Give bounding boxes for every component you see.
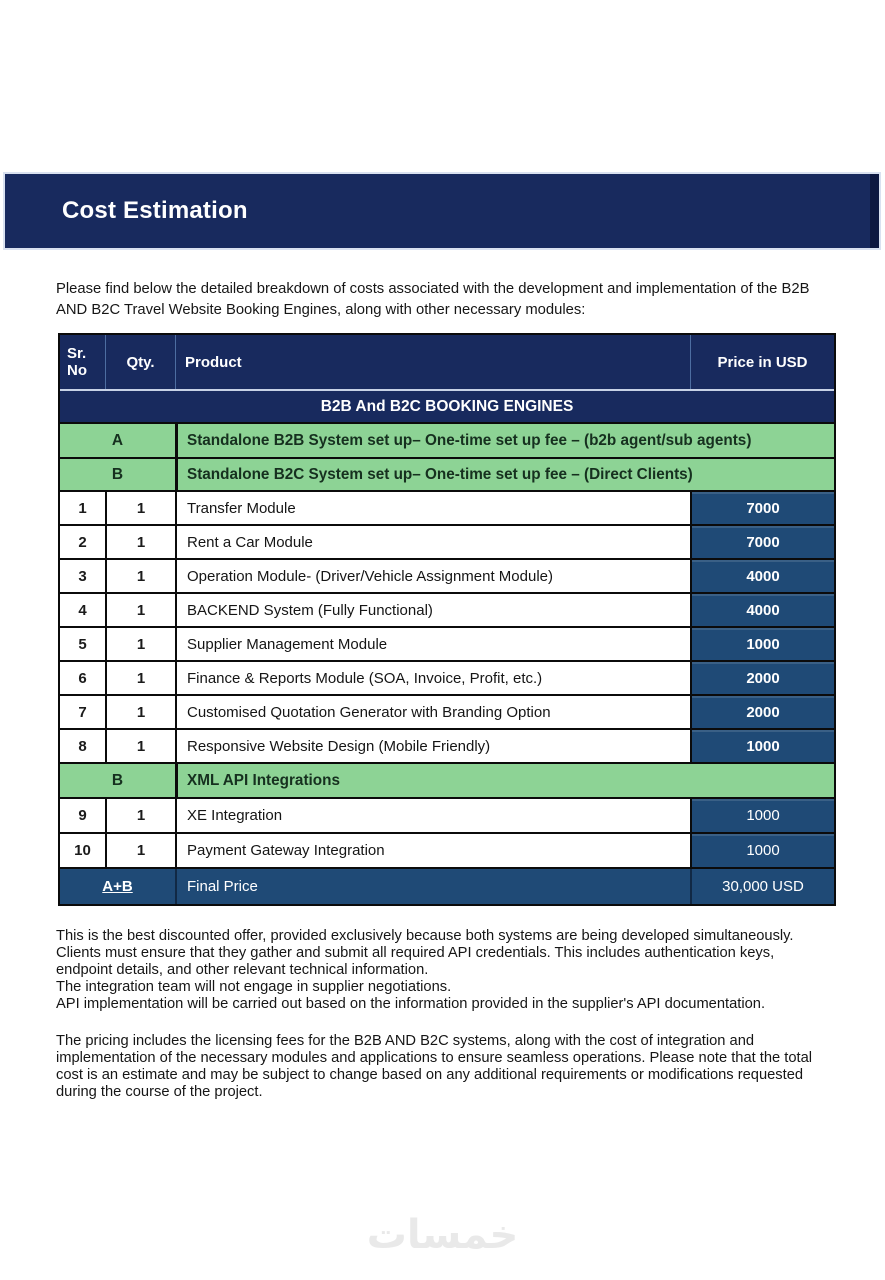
header-product: Product (175, 335, 690, 389)
header-qty: Qty. (105, 335, 175, 389)
group-text: Standalone B2C System set up– One-time set up fee – (Direct Clients) (175, 459, 834, 490)
group-text: Standalone B2B System set up– One-time set up fee – (b2b agent/sub agents) (175, 424, 834, 457)
qty-cell: 1 (105, 834, 175, 867)
price-cell: 2000 (690, 662, 834, 694)
sr-cell: 6 (78, 669, 87, 687)
sr-cell: 7 (78, 703, 87, 721)
note2-line-2: implementation of the necessary modules and applications to ensure seamless operations. Please note that the total (56, 1050, 813, 1066)
note2-line-3: cost is an estimate and may be subject to change based on any additional requirements or modifications requested (56, 1067, 804, 1083)
qty-cell: 1 (105, 799, 175, 832)
sr-cell: 3 (78, 567, 87, 585)
qty-cell: 1 (105, 560, 175, 592)
table-row (60, 797, 834, 832)
table-row (60, 694, 834, 728)
group-label: B (111, 771, 124, 789)
product-cell: Rent a Car Module (175, 526, 690, 558)
note2-line-1: The pricing includes the licensing fees for the B2B AND B2C systems, along with the cost of integration and (56, 1033, 755, 1049)
group-label: A (111, 431, 124, 449)
note-paragraph-1 (56, 928, 856, 1013)
sr-cell: 5 (78, 635, 87, 653)
product-cell: Responsive Website Design (Mobile Friendly) (175, 730, 690, 762)
header-sr-line1: Sr. (67, 345, 87, 362)
product-cell: Transfer Module (175, 492, 690, 524)
khamsat-watermark: خمسات (366, 1212, 519, 1258)
qty-cell: 1 (105, 526, 175, 558)
price-cell: 4000 (690, 594, 834, 626)
final-product-cell: Final Price (175, 869, 690, 904)
intro-line-1: Please find below the detailed breakdown of costs associated with the development and implementation of the B2B (56, 281, 810, 297)
header-price: Price in USD (690, 335, 834, 389)
title-bar (3, 172, 881, 250)
intro-paragraph (56, 279, 846, 320)
qty-cell: 1 (105, 492, 175, 524)
price-cell: 4000 (690, 560, 834, 592)
product-cell: Finance & Reports Module (SOA, Invoice, Profit, etc.) (175, 662, 690, 694)
header-sr-line2: No (67, 362, 87, 379)
group-text: XML API Integrations (175, 764, 834, 797)
group-row-xml (60, 762, 834, 797)
table-row (60, 592, 834, 626)
group-row-a (60, 422, 834, 457)
sr-cell: 8 (78, 737, 87, 755)
price-cell: 2000 (690, 696, 834, 728)
table-row (60, 660, 834, 694)
note2-line-4: during the course of the project. (56, 1084, 263, 1100)
sr-cell: 10 (74, 842, 91, 859)
table-row (60, 626, 834, 660)
cost-table (58, 333, 836, 906)
table-row (60, 558, 834, 592)
intro-line-2: AND B2C Travel Website Booking Engines, along with other necessary modules: (56, 301, 586, 318)
page-title: Cost Estimation (62, 197, 248, 224)
title-bar-edge (870, 174, 879, 248)
price-cell: 1000 (690, 628, 834, 660)
product-cell: XE Integration (175, 799, 690, 832)
qty-cell: 1 (105, 730, 175, 762)
note1-line-5: API implementation will be carried out based on the information provided in the supplier's API documentation. (56, 996, 766, 1012)
note1-line-4: The integration team will not engage in supplier negotiations. (56, 979, 452, 995)
final-label-cell (60, 869, 175, 904)
table-row (60, 524, 834, 558)
table-row (60, 832, 834, 867)
qty-cell: 1 (105, 628, 175, 660)
price-cell: 1000 (690, 730, 834, 762)
final-price-row (60, 867, 834, 904)
section-title-row: B2B And B2C BOOKING ENGINES (60, 389, 834, 422)
product-cell: Customised Quotation Generator with Branding Option (175, 696, 690, 728)
note1-line-1: This is the best discounted offer, provided exclusively because both systems are being developed simultaneously. (56, 928, 794, 944)
sr-cell: 4 (78, 601, 87, 619)
product-cell: Supplier Management Module (175, 628, 690, 660)
table-row (60, 490, 834, 524)
note1-line-3: endpoint details, and other relevant technical information. (56, 962, 429, 978)
note-paragraph-2 (56, 1033, 856, 1101)
product-cell: Operation Module- (Driver/Vehicle Assignment Module) (175, 560, 690, 592)
table-row (60, 728, 834, 762)
group-label: B (111, 465, 124, 483)
qty-cell: 1 (105, 594, 175, 626)
sr-cell: 1 (78, 499, 87, 517)
qty-cell: 1 (105, 662, 175, 694)
final-label: A+B (102, 878, 133, 895)
note1-line-2: Clients must ensure that they gather and submit all required API credentials. This includes authentication keys, (56, 945, 775, 961)
final-price-cell: 30,000 USD (690, 869, 834, 904)
product-cell: BACKEND System (Fully Functional) (175, 594, 690, 626)
header-sr-no (60, 335, 105, 389)
sr-cell: 2 (78, 533, 87, 551)
qty-cell: 1 (105, 696, 175, 728)
table-header-row (60, 335, 834, 389)
price-cell: 1000 (690, 834, 834, 867)
price-cell: 7000 (690, 526, 834, 558)
sr-cell: 9 (78, 807, 87, 824)
price-cell: 1000 (690, 799, 834, 832)
group-row-b (60, 457, 834, 490)
price-cell: 7000 (690, 492, 834, 524)
product-cell: Payment Gateway Integration (175, 834, 690, 867)
